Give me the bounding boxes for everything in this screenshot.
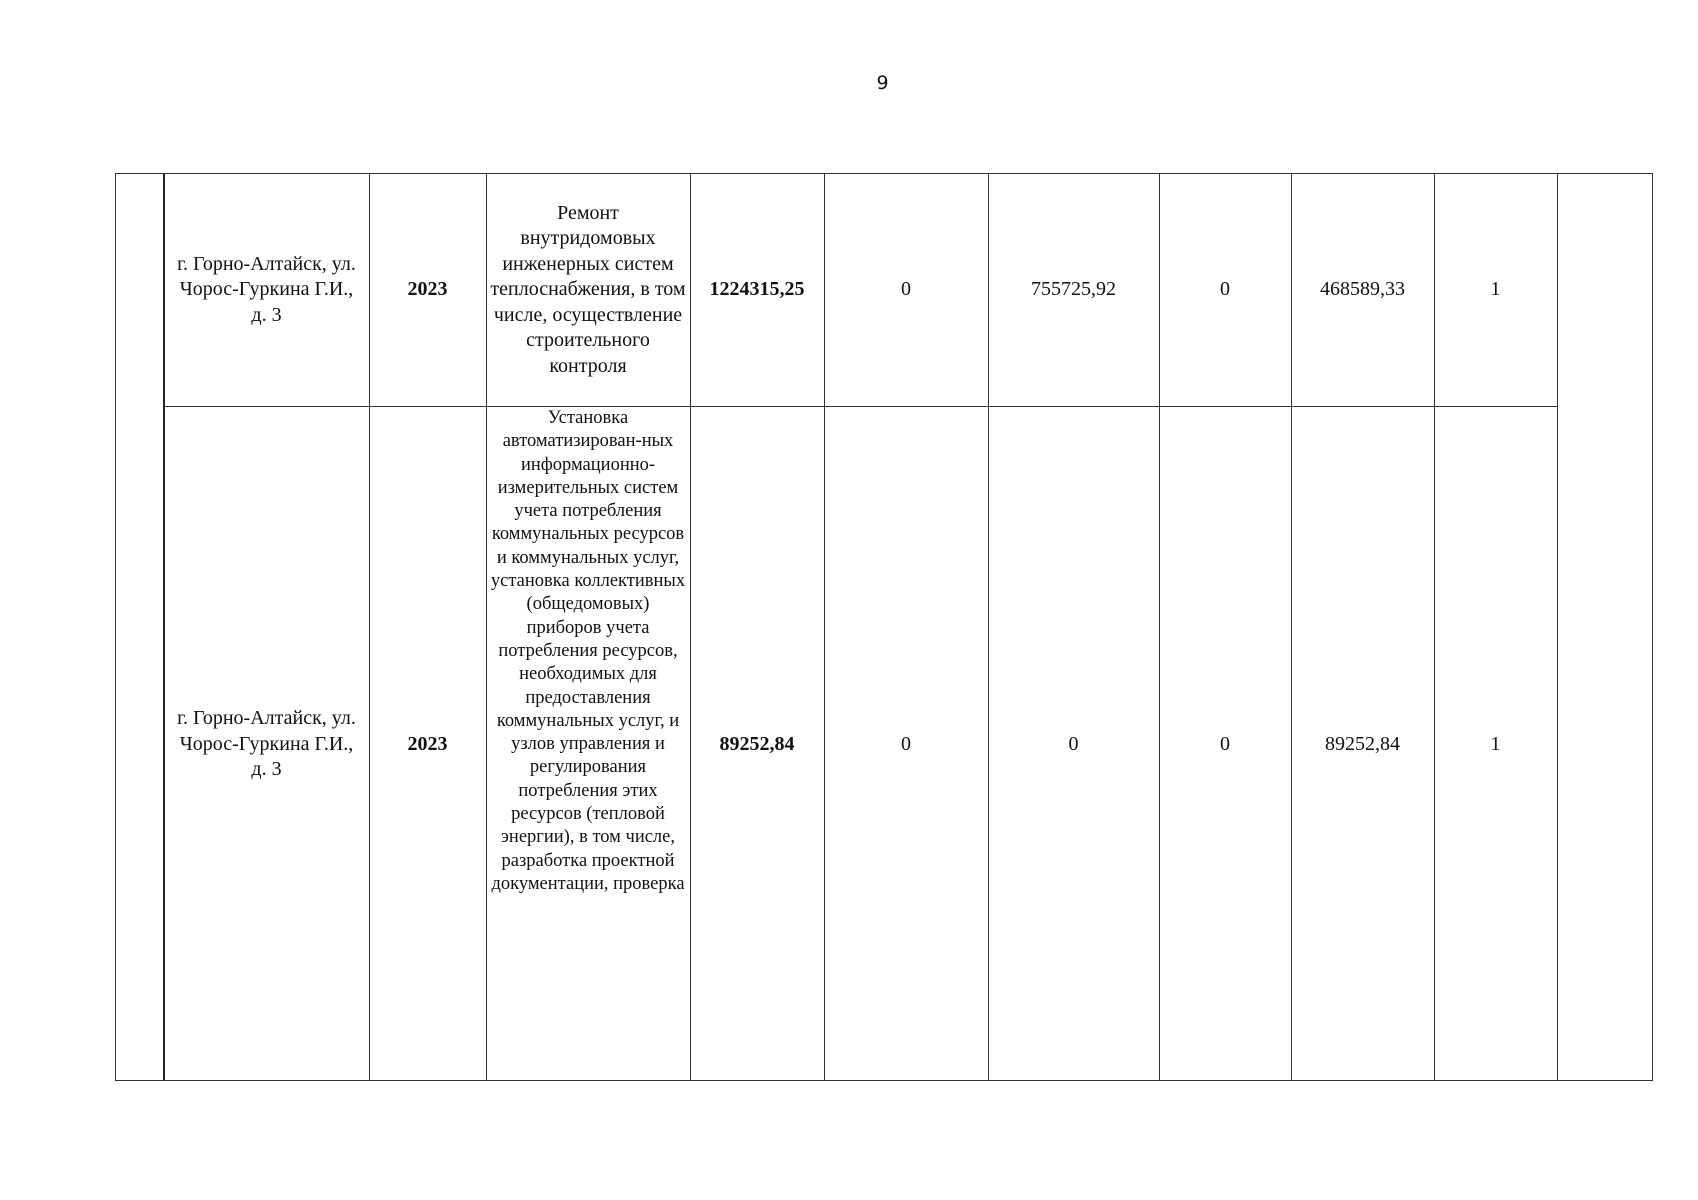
table-cell-count: 1 xyxy=(1490,732,1501,755)
table-cell-description: Установка автоматизирован-ных информационно-измерительных систем учета потребления коммунальных ресурсов и коммунальных услуг, установка коллективных (общедомовых) приборов учета потребления ресурсов, необходимых для предоставления коммунальных услуг, и узлов управления и регулирования потребления этих ресурсов (тепловой энергии), в том числе, разработка проектной документации, проверка xyxy=(490,408,686,894)
table-cell-amount: 0 xyxy=(901,278,911,301)
table-cell-amount: 89252,84 xyxy=(1325,732,1400,755)
table-divider xyxy=(1557,174,1558,1080)
table-cell-count: 1 xyxy=(1490,278,1501,301)
table-cell-amount: 0 xyxy=(1220,732,1230,755)
capital-repair-table xyxy=(115,173,1653,1081)
table-cell-year: 2023 xyxy=(407,732,448,755)
table-cell-amount: 0 xyxy=(1068,732,1079,755)
table-cell-amount: 0 xyxy=(1220,278,1230,301)
page-number: 9 xyxy=(876,72,889,94)
table-cell-amount: 0 xyxy=(901,732,911,755)
table-cell-address: г. Горно-Алтайск, ул. Чорос-Гуркина Г.И., д. 3 xyxy=(177,252,356,326)
table-cell-total: 1224315,25 xyxy=(709,278,805,301)
table-cell-amount: 468589,33 xyxy=(1320,278,1405,301)
table-cell-amount: 755725,92 xyxy=(1031,278,1116,301)
table-cell-description: Ремонт внутридомовых инженерных систем теплоснабжения, в том числе, осуществление строительного контроля xyxy=(490,201,686,377)
table-cell-year: 2023 xyxy=(407,278,448,301)
table-cell-total: 89252,84 xyxy=(719,732,795,755)
table-cell-address: г. Горно-Алтайск, ул. Чорос-Гуркина Г.И., д. 3 xyxy=(177,707,356,781)
